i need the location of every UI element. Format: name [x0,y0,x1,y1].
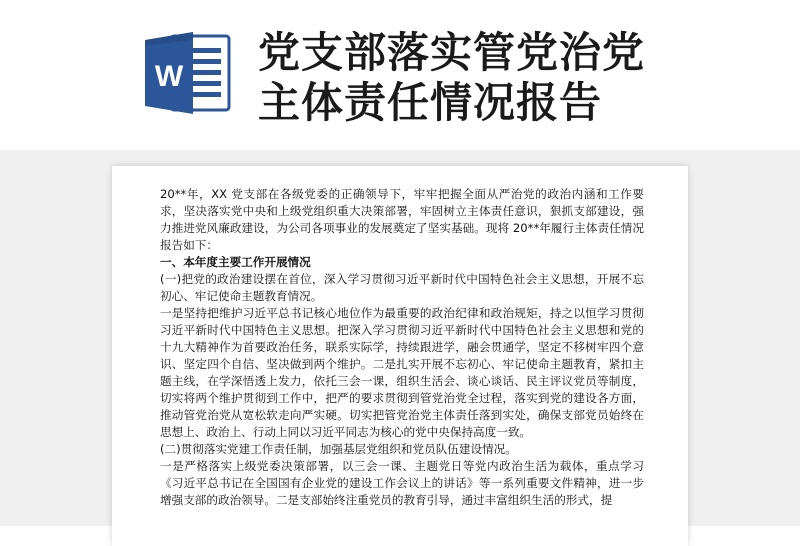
body-paragraph-2: 一是严格落实上级党委决策部署，以三会一课、主题党日等党内政治生活为载体，重点学习《习近平总书记在全国国有企业党的建设工作会议上的讲话》等一系列重要文件精神，进一步增强支部的政治领导。二是支部始终注重党员的教育引导，通过丰富组织生活的形式，提 [160,459,644,507]
subsection-heading-1: (一)把党的政治建设摆在首位，深入学习贯彻习近平新时代中国特色社会主义思想，开展不忘初心、牢记使命主题教育情况。 [160,272,644,303]
intro-paragraph: 20**年，XX 党支部在各级党委的正确领导下，牢牢把握全面从严治党的政治内涵和工作要求，坚决落实党中央和上级党组织重大决策部署，牢固树立主体责任意识，狠抓支部建设，强力推进党风廉政建设，为公司各项事业的发展奠定了坚实基础。现将 20**年履行主体责任情况报告如下： [160,187,644,252]
section-heading: 一、本年度主要工作开展情况 [160,255,311,269]
page-title [258,28,778,128]
subsection-heading-2: (二)贯彻落实党建工作责任制，加强基层党组织和党员队伍建设情况。 [160,442,517,456]
header-banner [0,0,800,150]
document-body [160,186,644,509]
word-document-icon [141,30,233,116]
document-page [112,166,688,546]
title-line-1: 党支部落实管党治党 [258,28,646,77]
word-letter: W [154,60,184,93]
title-line-2: 主体责任情况报告 [258,78,603,127]
body-paragraph-1: 一是坚持把维护习近平总书记核心地位作为最重要的政治纪律和政治规矩，持之以恒学习贯彻习近平新时代中国特色主义思想。把深入学习贯彻习近平新时代中国特色社会主义思想和党的十九大精神作为首要政治任务，联系实际学，持续跟进学，融会贯通学，坚定不移树牢四个意识、坚定四个自信、坚决做到两个维护。二是扎实开展不忘初心、牢记使命主题教育，紧扣主题主线，在学深悟透上发力，依托三会一课，组织生活会、谈心谈话、民主评议党员等制度，切实将两个维护贯彻到工作中，把严的要求贯彻到管党治党全过程，落实到党的建设各方面，推动管党治党从宽松软走向严实硬。切实把管党治党主体责任落到实处，确保支部党员始终在思想上、政治上、行动上同以习近平同志为核心的党中央保持高度一致。 [160,306,644,439]
